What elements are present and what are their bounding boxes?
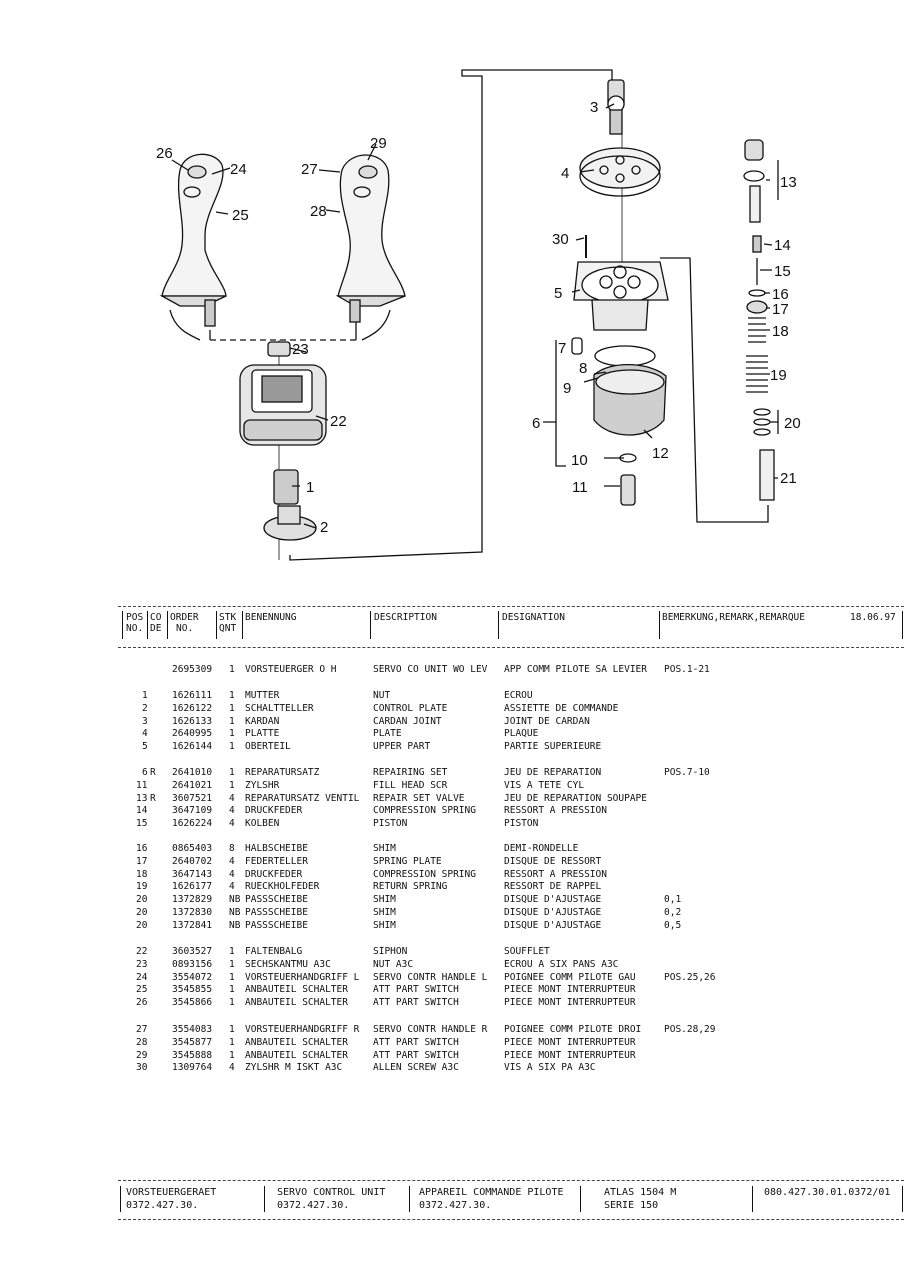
- cell-dsg: DEMI-RONDELLE: [504, 843, 579, 854]
- cell-dsg: VIS A TETE CYL: [504, 779, 585, 791]
- cell-dsg: POIGNEE COMM PILOTE DROI: [504, 1024, 642, 1035]
- callout-8: 8: [579, 360, 588, 377]
- table-row: [0, 1062, 922, 1075]
- table-row: [0, 818, 922, 831]
- cell-pos: 20: [136, 907, 148, 918]
- cell-ben: ZYLSHR: [245, 779, 280, 791]
- cell-desc: SHIM: [373, 894, 396, 906]
- cell-desc: COMPRESSION SPRING: [373, 805, 476, 817]
- callout-12: 12: [652, 445, 669, 462]
- cell-desc: NUT: [373, 690, 391, 701]
- cell-ben: OBERTEIL: [245, 741, 291, 753]
- cell-rem: POS.28,29: [664, 1024, 716, 1035]
- cell-rem: POS.1-21: [664, 664, 710, 675]
- cell-qty: 4: [229, 881, 235, 893]
- cell-code: R: [150, 792, 156, 804]
- table-row: [0, 1037, 922, 1050]
- cell-order: 2640702: [172, 855, 213, 867]
- callout-18: 18: [772, 323, 789, 340]
- callout-14: 14: [774, 237, 791, 254]
- table-row: [0, 716, 922, 729]
- table-row: [0, 843, 922, 856]
- cell-qty: 1: [229, 741, 235, 753]
- cell-pos: 13: [136, 792, 148, 804]
- cell-ben: VORSTEUERGER O H: [245, 664, 337, 675]
- cell-order: 1309764: [172, 1062, 213, 1074]
- cell-pos: 3: [142, 715, 148, 727]
- cell-order: 2640995: [172, 728, 213, 740]
- callout-3: 3: [590, 99, 599, 116]
- cell-qty: 4: [229, 868, 235, 880]
- cell-ben: RUECKHOLFEDER: [245, 881, 320, 893]
- header-designation: DESIGNATION: [502, 612, 565, 623]
- callout-27: 27: [301, 161, 318, 178]
- cell-qty: 1: [229, 728, 235, 740]
- cell-qty: 1: [229, 1049, 235, 1061]
- callout-1: 1: [306, 479, 315, 496]
- cell-dsg: JOINT DE CARDAN: [504, 715, 590, 727]
- cell-ben: DRUCKFEDER: [245, 805, 303, 817]
- cell-dsg: PIECE MONT INTERRUPTEUR: [504, 1036, 636, 1048]
- cell-desc: FILL HEAD SCR: [373, 779, 448, 791]
- cell-dsg: PARTIE SUPERIEURE: [504, 741, 602, 753]
- callout-16: 16: [772, 286, 789, 303]
- table-row: [0, 767, 922, 780]
- cell-qty: 1: [229, 971, 235, 983]
- cell-order: 1372830: [172, 907, 213, 918]
- col-divider: [167, 611, 168, 639]
- cell-pos: 15: [136, 818, 148, 830]
- cell-qty: NB: [229, 894, 241, 906]
- cell-ben: MUTTER: [245, 690, 280, 701]
- cell-dsg: POIGNEE COMM PILOTE GAU: [504, 971, 636, 983]
- cell-order: 1626177: [172, 881, 213, 893]
- footer-model: ATLAS 1504 M: [604, 1187, 677, 1198]
- cell-ben: KARDAN: [245, 715, 280, 727]
- footer-fr-code: 0372.427.30.: [419, 1200, 492, 1211]
- cell-ben: SCHALTTELLER: [245, 702, 314, 714]
- cell-pos: 20: [136, 919, 148, 931]
- cell-order: 3554072: [172, 971, 213, 983]
- cell-order: 0893156: [172, 958, 213, 970]
- cell-desc: NUT A3C: [373, 958, 414, 970]
- footer-en-title: SERVO CONTROL UNIT: [277, 1187, 386, 1198]
- footer-bottom-rule: [118, 1219, 904, 1220]
- col-divider: [370, 611, 371, 639]
- cell-dsg: PIECE MONT INTERRUPTEUR: [504, 997, 636, 1009]
- cell-qty: 1: [229, 958, 235, 970]
- cell-ben: REPARATURSATZ VENTIL: [245, 792, 360, 804]
- cell-rem: 0,2: [664, 907, 682, 918]
- callout-10: 10: [571, 452, 588, 469]
- callout-2: 2: [320, 519, 329, 536]
- cell-desc: RETURN SPRING: [373, 881, 448, 893]
- cell-ben: REPARATURSATZ: [245, 767, 320, 778]
- table-row: [0, 703, 922, 716]
- cell-order: 1626224: [172, 818, 213, 830]
- table-row: [0, 869, 922, 882]
- cell-pos: 27: [136, 1024, 148, 1035]
- header-remark: BEMERKUNG,REMARK,REMARQUE: [662, 612, 805, 623]
- cell-dsg: RESSORT A PRESSION: [504, 868, 607, 880]
- header-description: DESCRIPTION: [374, 612, 437, 623]
- callout-26: 26: [156, 145, 173, 162]
- footer-fr-title: APPAREIL COMMANDE PILOTE: [419, 1187, 564, 1198]
- cell-qty: 1: [229, 702, 235, 714]
- cell-desc: CONTROL PLATE: [373, 702, 448, 714]
- cell-desc: SPRING PLATE: [373, 855, 442, 867]
- callout-21: 21: [780, 470, 797, 487]
- cell-order: 3647109: [172, 805, 213, 817]
- cell-order: 1372829: [172, 894, 213, 906]
- callout-17: 17: [772, 301, 789, 318]
- cell-ben: PLATTE: [245, 728, 280, 740]
- cell-qty: 1: [229, 984, 235, 996]
- cell-code: R: [150, 767, 156, 778]
- cell-pos: 2: [142, 702, 148, 714]
- col-divider: [216, 611, 217, 639]
- cell-qty: 1: [229, 690, 235, 701]
- cell-dsg: PISTON: [504, 818, 539, 830]
- table-row: [0, 793, 922, 806]
- callout-13: 13: [780, 174, 797, 191]
- table-row: [0, 805, 922, 818]
- cell-order: 1626122: [172, 702, 213, 714]
- cell-pos: 28: [136, 1036, 148, 1048]
- cell-pos: 25: [136, 984, 148, 996]
- cell-qty: 8: [229, 843, 235, 854]
- cell-pos: 30: [136, 1062, 148, 1074]
- footer-divider: [902, 1186, 903, 1212]
- footer-divider: [752, 1186, 753, 1212]
- cell-desc: REPAIRING SET: [373, 767, 448, 778]
- cell-pos: 19: [136, 881, 148, 893]
- cell-pos: 24: [136, 971, 148, 983]
- cell-ben: KOLBEN: [245, 818, 280, 830]
- exploded-parts-drawing: [0, 0, 922, 590]
- table-row: [0, 741, 922, 754]
- cell-dsg: ASSIETTE DE COMMANDE: [504, 702, 619, 714]
- footer-divider: [580, 1186, 581, 1212]
- footer-en-code: 0372.427.30.: [277, 1200, 350, 1211]
- header-top-rule: [118, 606, 904, 607]
- cell-qty: 1: [229, 1036, 235, 1048]
- cell-qty: 1: [229, 715, 235, 727]
- cell-order: 1372841: [172, 919, 213, 931]
- cell-qty: 1: [229, 779, 235, 791]
- cell-desc: SHIM: [373, 919, 396, 931]
- footer-top-rule: [118, 1180, 904, 1181]
- table-row: [0, 946, 922, 959]
- cell-ben: ANBAUTEIL SCHALTER: [245, 997, 348, 1009]
- callout-28: 28: [310, 203, 327, 220]
- header-date: 18.06.97: [850, 612, 896, 623]
- cell-dsg: DISQUE DE RESSORT: [504, 855, 602, 867]
- cell-pos: 20: [136, 894, 148, 906]
- cell-pos: 23: [136, 958, 148, 970]
- table-row: [0, 997, 922, 1010]
- cell-order: 0865403: [172, 843, 213, 854]
- table-row: [0, 959, 922, 972]
- cell-desc: ALLEN SCREW A3C: [373, 1062, 459, 1074]
- callout-25: 25: [232, 207, 249, 224]
- cell-desc: REPAIR SET VALVE: [373, 792, 465, 804]
- table-row: [0, 728, 922, 741]
- cell-dsg: PIECE MONT INTERRUPTEUR: [504, 1049, 636, 1061]
- cell-dsg: RESSORT DE RAPPEL: [504, 881, 602, 893]
- cell-dsg: APP COMM PILOTE SA LEVIER: [504, 664, 647, 675]
- cell-ben: ANBAUTEIL SCHALTER: [245, 1049, 348, 1061]
- cell-desc: COMPRESSION SPRING: [373, 868, 476, 880]
- table-row: [0, 920, 922, 933]
- cell-pos: 16: [136, 843, 148, 854]
- footer-divider: [120, 1186, 121, 1212]
- cell-desc: CARDAN JOINT: [373, 715, 442, 727]
- table-row: [0, 881, 922, 894]
- table-row: [0, 690, 922, 703]
- cell-desc: ATT PART SWITCH: [373, 1036, 459, 1048]
- footer-de-code: 0372.427.30.: [126, 1200, 199, 1211]
- header-order: ORDER NO.: [170, 612, 199, 634]
- header-code: CO DE: [150, 612, 162, 634]
- header-pos: POS NO.: [126, 612, 144, 634]
- cell-qty: 4: [229, 1062, 235, 1074]
- callout-9: 9: [563, 380, 572, 397]
- cell-rem: 0,5: [664, 919, 682, 931]
- table-row: [0, 1050, 922, 1063]
- cell-qty: 1: [229, 664, 235, 675]
- table-row: [0, 894, 922, 907]
- cell-ben: PASSSCHEIBE: [245, 907, 308, 918]
- table-row: [0, 907, 922, 920]
- footer-divider: [264, 1186, 265, 1212]
- cell-order: 3545888: [172, 1049, 213, 1061]
- cell-desc: PLATE: [373, 728, 402, 740]
- cell-order: 3545877: [172, 1036, 213, 1048]
- cell-order: 3545855: [172, 984, 213, 996]
- cell-order: 1626144: [172, 741, 213, 753]
- cell-ben: VORSTEUERHANDGRIFF L: [245, 971, 360, 983]
- cell-order: 2641021: [172, 779, 213, 791]
- cell-order: 1626133: [172, 715, 213, 727]
- col-divider: [122, 611, 123, 639]
- table-row: [0, 984, 922, 997]
- callout-15: 15: [774, 263, 791, 280]
- cell-dsg: PLAQUE: [504, 728, 539, 740]
- cell-desc: UPPER PART: [373, 741, 431, 753]
- cell-pos: 11: [136, 779, 148, 791]
- footer-doc-number: 080.427.30.01.0372/01: [764, 1187, 891, 1198]
- cell-order: 3545866: [172, 997, 213, 1009]
- col-divider: [902, 611, 903, 639]
- cell-desc: ATT PART SWITCH: [373, 1049, 459, 1061]
- cell-pos: 22: [136, 946, 148, 957]
- footer-divider: [409, 1186, 410, 1212]
- callout-7: 7: [558, 340, 567, 357]
- cell-dsg: JEU DE REPARATION: [504, 767, 602, 778]
- cell-order: 3554083: [172, 1024, 213, 1035]
- callout-22: 22: [330, 413, 347, 430]
- cell-desc: ATT PART SWITCH: [373, 997, 459, 1009]
- cell-order: 2641010: [172, 767, 213, 778]
- table-row: [0, 664, 922, 677]
- callout-5: 5: [554, 285, 563, 302]
- cell-order: 3603527: [172, 946, 213, 957]
- cell-rem: POS.7-10: [664, 767, 710, 778]
- callout-11: 11: [572, 479, 588, 496]
- cell-qty: 4: [229, 818, 235, 830]
- cell-ben: ZYLSHR M ISKT A3C: [245, 1062, 343, 1074]
- cell-pos: 18: [136, 868, 148, 880]
- cell-ben: ANBAUTEIL SCHALTER: [245, 984, 348, 996]
- col-divider: [498, 611, 499, 639]
- cell-dsg: DISQUE D'AJUSTAGE: [504, 894, 602, 906]
- cell-pos: 4: [142, 728, 148, 740]
- cell-ben: PASSSCHEIBE: [245, 894, 308, 906]
- callout-6: 6: [532, 415, 541, 432]
- callout-4: 4: [561, 165, 570, 182]
- cell-qty: 4: [229, 792, 235, 804]
- cell-dsg: JEU DE REPARATION SOUPAPE: [504, 792, 647, 804]
- cell-ben: SECHSKANTMU A3C: [245, 958, 331, 970]
- cell-desc: SHIM: [373, 843, 396, 854]
- cell-qty: 1: [229, 946, 235, 957]
- cell-pos: 29: [136, 1049, 148, 1061]
- cell-dsg: VIS A SIX PA A3C: [504, 1062, 596, 1074]
- callout-20: 20: [784, 415, 801, 432]
- cell-dsg: DISQUE D'AJUSTAGE: [504, 919, 602, 931]
- cell-qty: 4: [229, 805, 235, 817]
- cell-dsg: ECROU: [504, 690, 533, 701]
- col-divider: [242, 611, 243, 639]
- col-divider: [659, 611, 660, 639]
- header-benennung: BENENNUNG: [245, 612, 297, 623]
- footer-series: SERIE 150: [604, 1200, 659, 1211]
- cell-order: 1626111: [172, 690, 213, 701]
- cell-rem: 0,1: [664, 894, 682, 906]
- col-divider: [147, 611, 148, 639]
- cell-pos: 6: [142, 767, 148, 778]
- cell-desc: PISTON: [373, 818, 408, 830]
- cell-dsg: RESSORT A PRESSION: [504, 805, 607, 817]
- callout-30: 30: [552, 231, 569, 248]
- cell-qty: 1: [229, 997, 235, 1009]
- table-row: [0, 972, 922, 985]
- header-bottom-rule: [118, 647, 904, 648]
- cell-ben: FALTENBALG: [245, 946, 303, 957]
- cell-ben: DRUCKFEDER: [245, 868, 303, 880]
- cell-dsg: DISQUE D'AJUSTAGE: [504, 907, 602, 918]
- cell-dsg: SOUFFLET: [504, 946, 550, 957]
- cell-desc: SIPHON: [373, 946, 408, 957]
- cell-desc: ATT PART SWITCH: [373, 984, 459, 996]
- cell-ben: PASSSCHEIBE: [245, 919, 308, 931]
- cell-order: 3647143: [172, 868, 213, 880]
- cell-qty: NB: [229, 907, 241, 918]
- cell-dsg: PIECE MONT INTERRUPTEUR: [504, 984, 636, 996]
- cell-ben: FEDERTELLER: [245, 855, 308, 867]
- cell-pos: 17: [136, 855, 148, 867]
- cell-qty: 1: [229, 1024, 235, 1035]
- footer-de-title: VORSTEUERGERAET: [126, 1187, 217, 1198]
- cell-dsg: ECROU A SIX PANS A3C: [504, 958, 619, 970]
- cell-order: 3607521: [172, 792, 213, 804]
- cell-rem: POS.25,26: [664, 971, 716, 983]
- callout-29: 29: [370, 135, 387, 152]
- cell-order: 2695309: [172, 664, 213, 675]
- cell-ben: ANBAUTEIL SCHALTER: [245, 1036, 348, 1048]
- cell-ben: VORSTEUERHANDGRIFF R: [245, 1024, 360, 1035]
- table-row: [0, 780, 922, 793]
- callout-19: 19: [770, 367, 787, 384]
- cell-qty: 1: [229, 767, 235, 778]
- cell-ben: HALBSCHEIBE: [245, 843, 308, 854]
- callout-23: 23: [292, 341, 309, 358]
- cell-pos: 5: [142, 741, 148, 753]
- table-row: [0, 856, 922, 869]
- header-qty: STK QNT: [219, 612, 237, 634]
- cell-pos: 1: [142, 690, 148, 701]
- cell-desc: SERVO CONTR HANDLE R: [373, 1024, 488, 1035]
- cell-desc: SERVO CONTR HANDLE L: [373, 971, 488, 983]
- table-row: [0, 1024, 922, 1037]
- cell-desc: SHIM: [373, 907, 396, 918]
- cell-qty: 4: [229, 855, 235, 867]
- cell-pos: 26: [136, 997, 148, 1009]
- callout-24: 24: [230, 161, 247, 178]
- cell-desc: SERVO CO UNIT WO LEV: [373, 664, 488, 675]
- cell-pos: 14: [136, 805, 148, 817]
- cell-qty: NB: [229, 919, 241, 931]
